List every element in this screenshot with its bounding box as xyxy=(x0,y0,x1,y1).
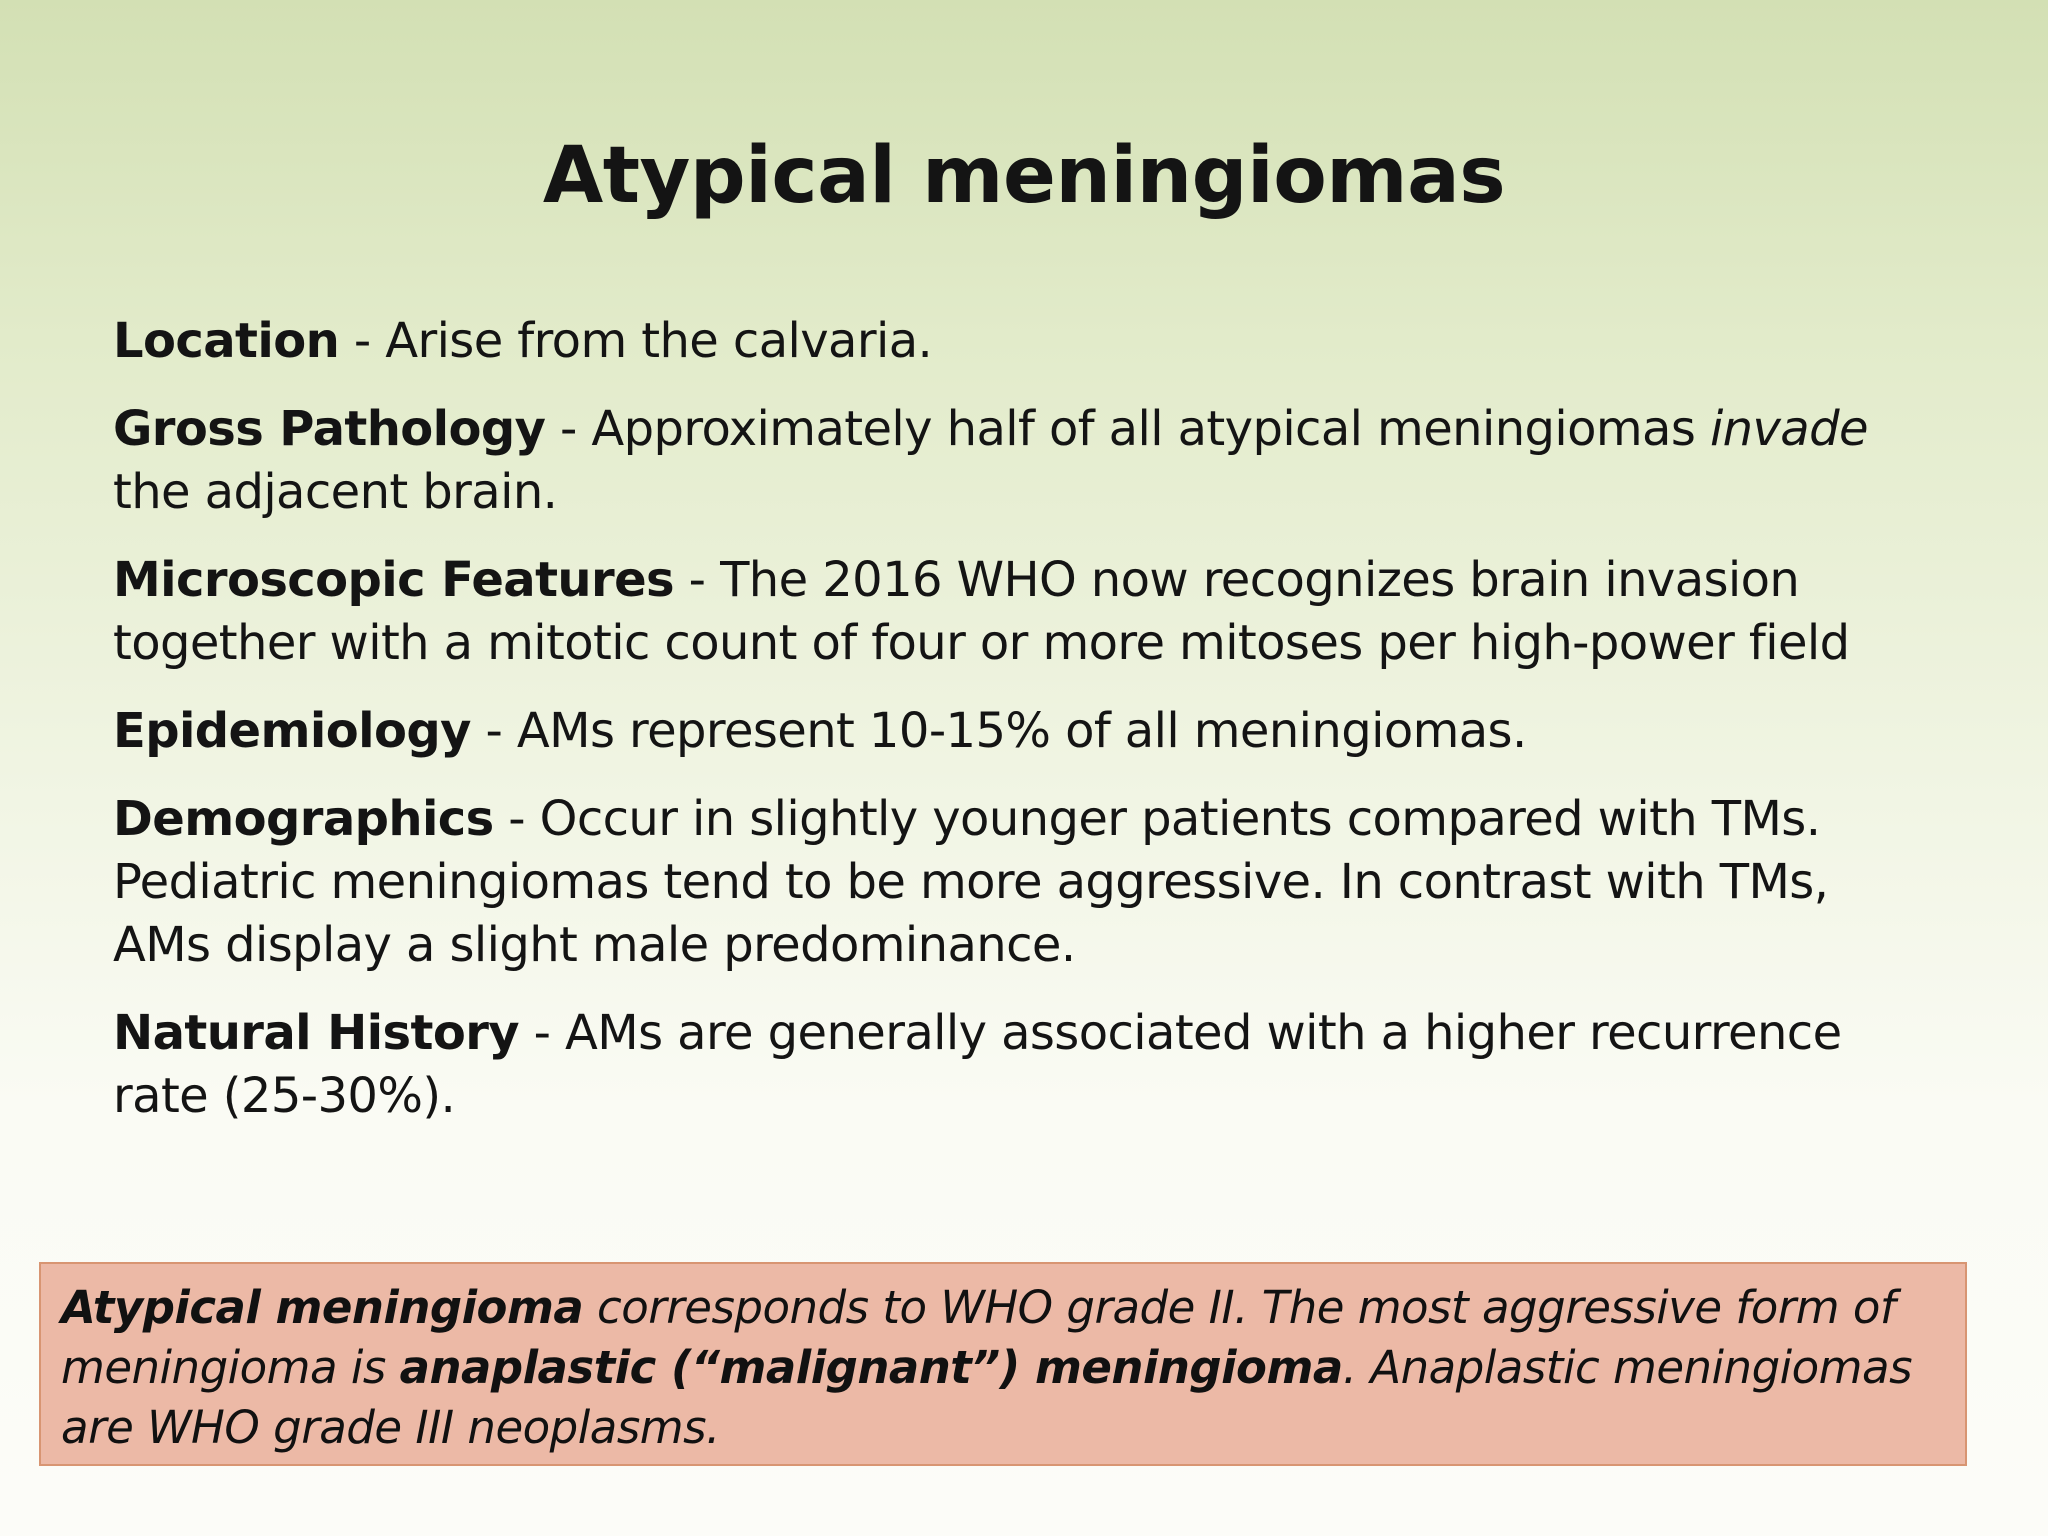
list-item-gross-pathology xyxy=(113,398,1913,524)
term-epidemiology: Epidemiology xyxy=(113,703,471,759)
separator: - xyxy=(470,703,517,759)
separator: - xyxy=(339,313,386,369)
description-epidemiology: AMs represent 10-15% of all meningiomas. xyxy=(516,703,1527,759)
callout-bold-atypical: Atypical meningioma xyxy=(61,1281,584,1334)
separator: - xyxy=(519,1005,566,1061)
callout-text-1: corresponds to WHO grade II. The most aggressive form of meningioma is xyxy=(61,1281,1896,1394)
separator: - xyxy=(674,552,721,608)
callout-box xyxy=(39,1262,1967,1466)
term-gross-pathology: Gross Pathology xyxy=(113,401,546,457)
description-microscopic-features: The 2016 WHO now recognizes brain invasion together with a mitotic count of four or more mitoses per high-power field xyxy=(113,552,1850,671)
list-item-demographics xyxy=(113,788,1913,977)
term-microscopic-features: Microscopic Features xyxy=(113,552,675,608)
description-location: Arise from the calvaria. xyxy=(385,313,933,369)
term-location: Location xyxy=(113,313,340,369)
description-gross-pathology-start: Approximately half of all atypical meningiomas xyxy=(591,401,1710,457)
callout-text-2: . Anaplastic meningiomas are WHO grade III neoplasms. xyxy=(61,1341,1913,1454)
term-natural-history: Natural History xyxy=(113,1005,519,1061)
slide-title: Atypical meningiomas xyxy=(542,131,1506,221)
description-natural-history: AMs are generally associated with a higher recurrence rate (25-30%). xyxy=(113,1005,1842,1124)
list-item-microscopic-features xyxy=(113,549,1913,675)
callout-bold-anaplastic: anaplastic (“malignant”) meningioma xyxy=(399,1341,1343,1394)
emphasis-invade: invade xyxy=(1709,401,1868,457)
term-demographics: Demographics xyxy=(113,791,494,847)
description-demographics: Occur in slightly younger patients compared with TMs. Pediatric meningiomas tend to be more aggressive. In contrast with TMs, AMs display a slight male predominance. xyxy=(113,791,1829,973)
separator: - xyxy=(545,401,592,457)
list-item-natural-history xyxy=(113,1002,1913,1128)
content-list xyxy=(113,310,1913,1153)
description-gross-pathology-end: the adjacent brain. xyxy=(113,464,558,520)
separator: - xyxy=(493,791,540,847)
callout-text xyxy=(61,1278,1945,1458)
list-item-location xyxy=(113,310,1913,373)
list-item-epidemiology xyxy=(113,700,1913,763)
